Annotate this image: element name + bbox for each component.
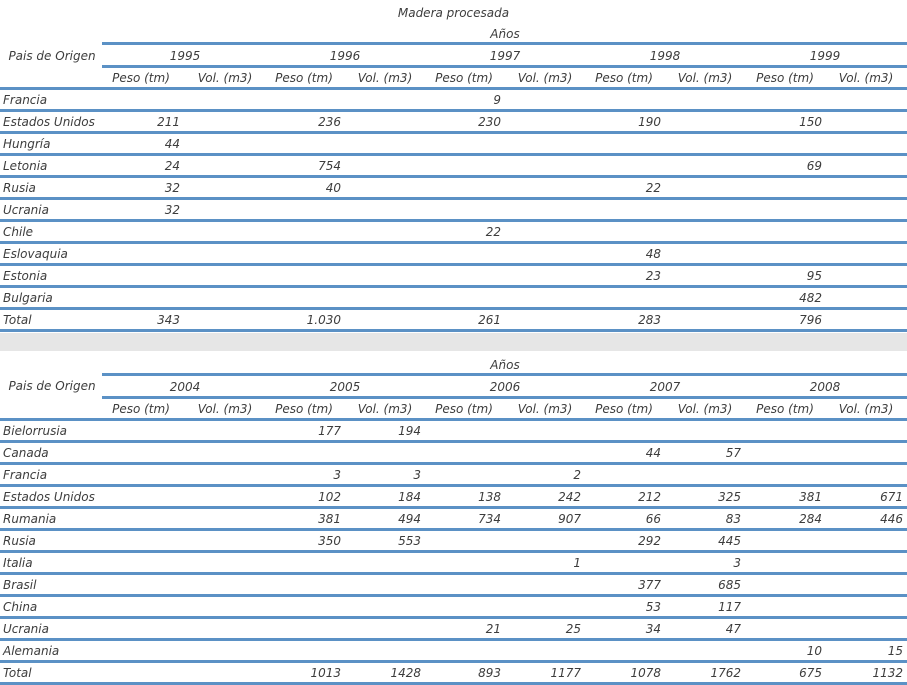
year-header: 1996 xyxy=(329,49,361,63)
peso-value: 95 xyxy=(806,269,822,283)
row-rule xyxy=(0,241,907,244)
country-label: Estados Unidos xyxy=(3,115,95,129)
vol-value: 553 xyxy=(398,534,421,548)
vol-value: 671 xyxy=(880,490,903,504)
peso-value: 53 xyxy=(645,600,661,614)
peso-value: 284 xyxy=(799,512,822,526)
vol-value: 3 xyxy=(413,468,421,482)
peso-value: 23 xyxy=(645,269,661,283)
vol-header: Vol. (m3) xyxy=(197,402,253,416)
country-label: Canada xyxy=(3,446,49,460)
country-label: Rusia xyxy=(3,534,36,548)
country-label: Bulgaria xyxy=(3,291,53,305)
vol-value: 1132 xyxy=(872,666,903,680)
row-rule xyxy=(0,440,907,443)
origin-column-header: Pais de Origen xyxy=(8,49,96,63)
row-rule xyxy=(0,263,907,266)
peso-header: Peso (tm) xyxy=(275,71,333,85)
year-header: 1995 xyxy=(169,49,201,63)
country-label: Chile xyxy=(3,225,34,239)
vol-header: Vol. (m3) xyxy=(677,71,733,85)
vol-value: 907 xyxy=(558,512,581,526)
peso-value: 69 xyxy=(806,159,822,173)
peso-value: 44 xyxy=(164,137,180,151)
peso-value: 10 xyxy=(806,644,822,658)
peso-value: 283 xyxy=(638,313,661,327)
peso-value: 1013 xyxy=(310,666,341,680)
row-rule xyxy=(0,506,907,509)
peso-value: 381 xyxy=(799,490,822,504)
row-rule xyxy=(0,638,907,641)
row-rule xyxy=(0,153,907,156)
row-rule xyxy=(0,197,907,200)
vol-value: 184 xyxy=(398,490,421,504)
peso-header: Peso (tm) xyxy=(595,71,653,85)
vol-value: 1428 xyxy=(390,666,421,680)
vol-value: 1762 xyxy=(710,666,741,680)
header-rule xyxy=(102,373,907,376)
vol-header: Vol. (m3) xyxy=(357,402,413,416)
peso-value: 190 xyxy=(638,115,661,129)
peso-value: 236 xyxy=(318,115,341,129)
peso-value: 102 xyxy=(318,490,341,504)
peso-value: 32 xyxy=(164,203,180,217)
row-rule xyxy=(0,131,907,134)
peso-value: 66 xyxy=(645,512,661,526)
years-group-label: Años xyxy=(490,358,520,372)
peso-value: 230 xyxy=(478,115,501,129)
peso-value: 9 xyxy=(493,93,501,107)
vol-value: 685 xyxy=(718,578,741,592)
row-rule xyxy=(0,528,907,531)
header-rule xyxy=(102,65,907,68)
row-rule xyxy=(0,616,907,619)
peso-value: 212 xyxy=(638,490,661,504)
peso-value: 3 xyxy=(333,468,341,482)
peso-value: 22 xyxy=(645,181,661,195)
year-header: 2007 xyxy=(649,380,681,394)
origin-column-header: Pais de Origen xyxy=(8,379,96,393)
vol-value: 117 xyxy=(718,600,741,614)
country-label: Rumania xyxy=(3,512,57,526)
peso-header: Peso (tm) xyxy=(756,71,814,85)
row-rule xyxy=(0,285,907,288)
year-header: 2004 xyxy=(169,380,201,394)
peso-value: 261 xyxy=(478,313,501,327)
peso-value: 48 xyxy=(645,247,661,261)
peso-value: 32 xyxy=(164,181,180,195)
vol-value: 1 xyxy=(573,556,581,570)
peso-value: 796 xyxy=(799,313,822,327)
country-label: Rusia xyxy=(3,181,36,195)
country-label: Francia xyxy=(3,468,48,482)
vol-header: Vol. (m3) xyxy=(517,402,573,416)
peso-header: Peso (tm) xyxy=(435,71,493,85)
peso-value: 1078 xyxy=(630,666,661,680)
row-rule xyxy=(0,462,907,465)
peso-value: 482 xyxy=(799,291,822,305)
peso-header: Peso (tm) xyxy=(275,402,333,416)
header-rule xyxy=(102,42,907,45)
country-label: Ucrania xyxy=(3,622,49,636)
peso-header: Peso (tm) xyxy=(756,402,814,416)
country-label: Letonia xyxy=(3,159,48,173)
header-rule xyxy=(102,396,907,399)
vol-value: 325 xyxy=(718,490,741,504)
row-rule xyxy=(0,594,907,597)
year-header: 2005 xyxy=(329,380,361,394)
vol-value: 83 xyxy=(725,512,741,526)
row-rule xyxy=(0,484,907,487)
country-label: Estados Unidos xyxy=(3,490,95,504)
row-rule xyxy=(0,219,907,222)
year-header: 1999 xyxy=(809,49,841,63)
row-rule xyxy=(0,660,907,663)
country-label: Francia xyxy=(3,93,48,107)
peso-value: 177 xyxy=(318,424,341,438)
vol-value: 25 xyxy=(565,622,581,636)
vol-value: 47 xyxy=(725,622,741,636)
peso-value: 754 xyxy=(318,159,341,173)
vol-header: Vol. (m3) xyxy=(838,402,894,416)
vol-value: 57 xyxy=(725,446,741,460)
year-header: 2008 xyxy=(809,380,841,394)
vol-value: 445 xyxy=(718,534,741,548)
peso-value: 34 xyxy=(645,622,661,636)
country-label: China xyxy=(3,600,38,614)
year-header: 2006 xyxy=(489,380,521,394)
vol-value: 1177 xyxy=(550,666,581,680)
vol-value: 3 xyxy=(733,556,741,570)
peso-value: 893 xyxy=(478,666,501,680)
peso-value: 675 xyxy=(799,666,822,680)
header-rule xyxy=(0,418,907,421)
peso-value: 350 xyxy=(318,534,341,548)
vol-value: 2 xyxy=(573,468,581,482)
row-rule xyxy=(0,550,907,553)
peso-value: 381 xyxy=(318,512,341,526)
peso-header: Peso (tm) xyxy=(435,402,493,416)
country-label: Hungría xyxy=(3,137,51,151)
peso-value: 40 xyxy=(325,181,341,195)
vol-value: 446 xyxy=(880,512,903,526)
vol-value: 494 xyxy=(398,512,421,526)
peso-header: Peso (tm) xyxy=(112,71,170,85)
vol-value: 194 xyxy=(398,424,421,438)
vol-value: 15 xyxy=(887,644,903,658)
country-label: Brasil xyxy=(3,578,37,592)
page-title: Madera procesada xyxy=(397,6,510,20)
peso-value: 377 xyxy=(638,578,661,592)
year-header: 1997 xyxy=(489,49,521,63)
country-label: Estonia xyxy=(3,269,48,283)
peso-value: 343 xyxy=(157,313,180,327)
peso-value: 21 xyxy=(485,622,501,636)
peso-value: 22 xyxy=(485,225,501,239)
vol-header: Vol. (m3) xyxy=(517,71,573,85)
peso-value: 138 xyxy=(478,490,501,504)
peso-header: Peso (tm) xyxy=(595,402,653,416)
peso-value: 292 xyxy=(638,534,661,548)
total-label: Total xyxy=(3,666,32,680)
header-rule xyxy=(0,87,907,90)
country-label: Eslovaquia xyxy=(3,247,68,261)
years-group-label: Años xyxy=(490,27,520,41)
separator-band xyxy=(0,333,907,351)
country-label: Italia xyxy=(3,556,33,570)
vol-header: Vol. (m3) xyxy=(197,71,253,85)
row-rule xyxy=(0,572,907,575)
vol-header: Vol. (m3) xyxy=(357,71,413,85)
row-rule xyxy=(0,175,907,178)
row-rule xyxy=(0,109,907,112)
row-rule xyxy=(0,307,907,310)
country-label: Ucrania xyxy=(3,203,49,217)
peso-header: Peso (tm) xyxy=(112,402,170,416)
total-label: Total xyxy=(3,313,32,327)
peso-value: 1.030 xyxy=(306,313,341,327)
peso-value: 24 xyxy=(164,159,180,173)
country-label: Bielorrusia xyxy=(3,424,68,438)
vol-header: Vol. (m3) xyxy=(838,71,894,85)
peso-value: 734 xyxy=(478,512,501,526)
country-label: Alemania xyxy=(3,644,60,658)
vol-value: 242 xyxy=(558,490,581,504)
peso-value: 211 xyxy=(157,115,180,129)
row-rule xyxy=(0,329,907,332)
peso-value: 44 xyxy=(645,446,661,460)
peso-value: 150 xyxy=(799,115,822,129)
year-header: 1998 xyxy=(649,49,681,63)
vol-header: Vol. (m3) xyxy=(677,402,733,416)
